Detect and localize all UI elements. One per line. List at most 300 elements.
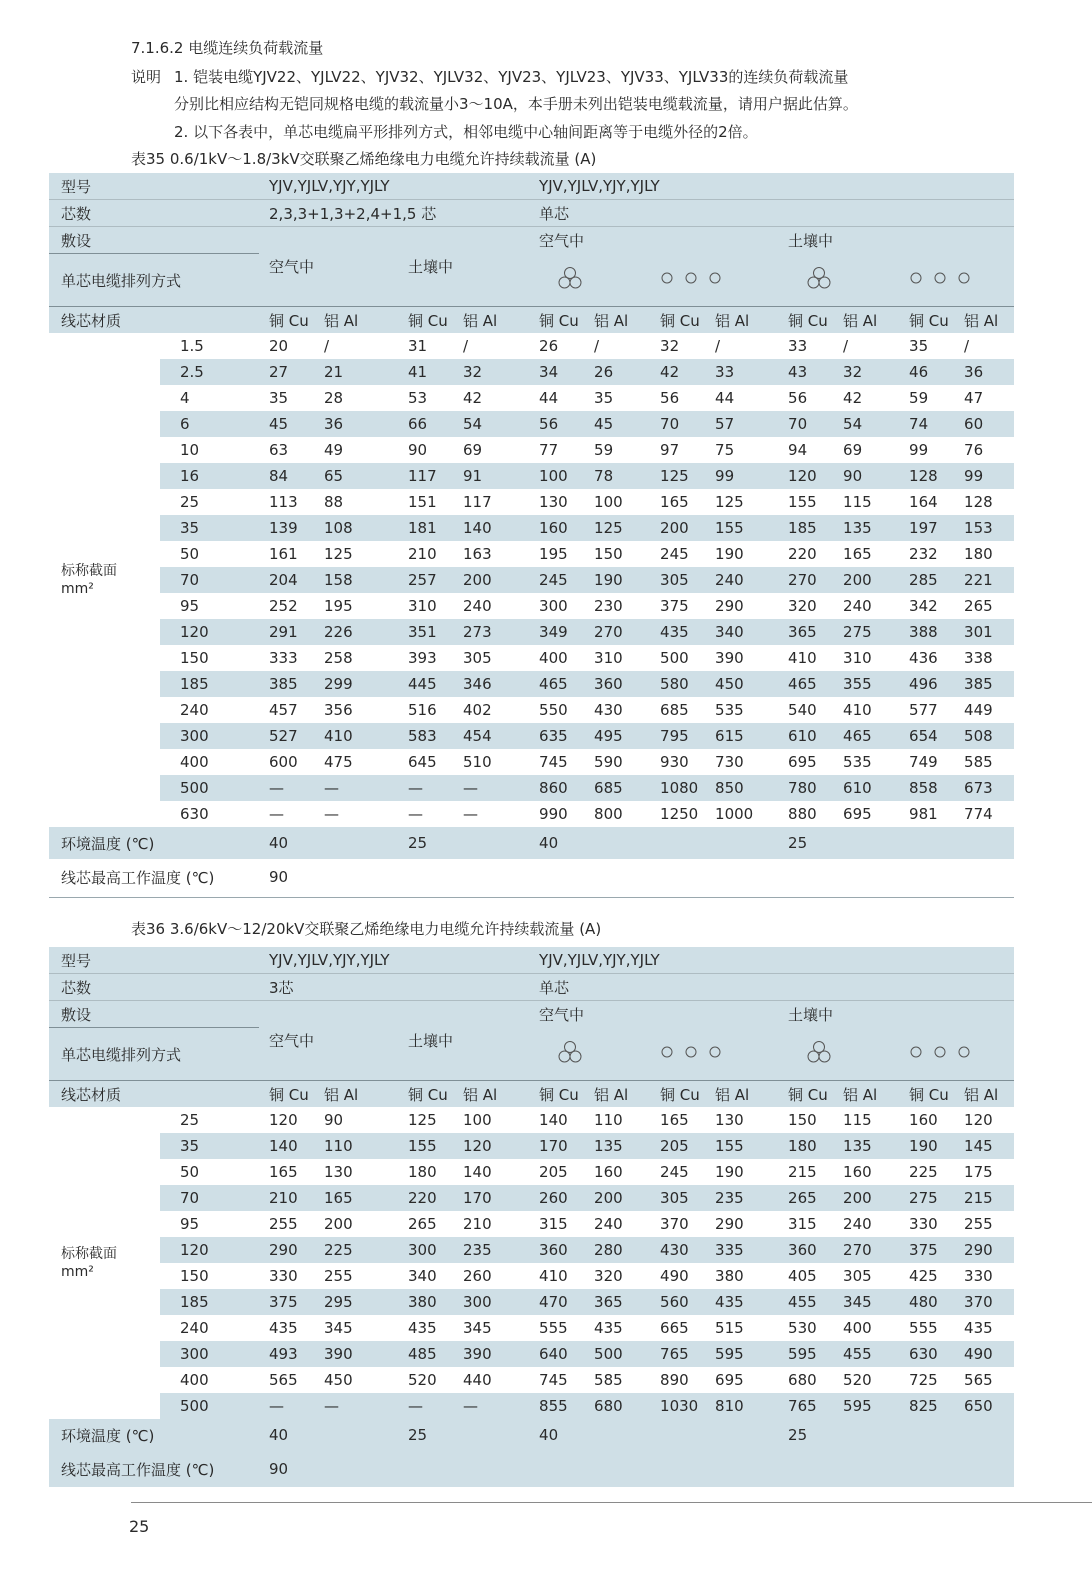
ampacity-cell: 47 [964,389,984,407]
ampacity-cell: 240 [843,597,872,615]
ampacity-cell: 100 [463,1111,492,1129]
ampacity-cell: / [324,337,330,355]
ampacity-cell: 153 [954,515,1014,541]
ampacity-cell: — [453,1393,529,1419]
ampacity-cell: 356 [324,701,353,719]
ampacity-cell: 890 [660,1371,689,1389]
ampacity-cell: 535 [843,753,872,771]
ampacity-cell: 165 [660,493,689,511]
ampacity-cell: 765 [778,1393,833,1419]
ampacity-cell: 435 [408,1319,437,1337]
table-row [49,1211,1014,1237]
material-cu: 铜 Cu [259,307,314,334]
ampacity-cell: 725 [909,1371,938,1389]
ampacity-cell: 435 [964,1319,993,1337]
material-al: 铝 Al [954,307,1014,334]
ampacity-cell: 74 [899,411,954,437]
table-row [49,1159,1014,1185]
cross-section-cell: 35 [160,1133,259,1159]
cross-section-cell: 400 [180,753,209,771]
flat-arrangement-icon [909,1045,971,1063]
ampacity-cell: 205 [539,1163,568,1181]
ampacity-cell: 120 [269,1111,298,1129]
ambient-single-air: 40 [529,1419,778,1451]
section-label-text: 标称截面 [61,563,117,579]
ampacity-cell: 185 [778,515,833,541]
ampacity-cell: 365 [778,619,833,645]
ampacity-cell: 540 [788,701,817,719]
cores-multi: 3芯 [259,974,529,1001]
ampacity-cell: 200 [453,567,529,593]
ampacity-cell: 500 [660,649,689,667]
table-row [49,1393,1014,1419]
cross-section-cell: 95 [180,597,200,615]
cross-section-cell: 300 [160,723,259,749]
table-row [49,333,1014,359]
model-multi-core: YJV,YJLV,YJY,YJLY [259,947,529,974]
ampacity-cell: 273 [453,619,529,645]
ampacity-cell: 527 [259,723,314,749]
ampacity-cell: 120 [453,1133,529,1159]
ampacity-cell: 210 [259,1185,314,1211]
ampacity-cell: 310 [408,597,437,615]
note-line-2: 分别比相应结构无铠同规格电缆的载流量小3～10A，本手册未列出铠装电缆载流量，请用户据此估算。 [174,95,858,113]
cross-section-cell: 50 [180,1163,200,1181]
material-cu: 铜 Cu [398,1081,453,1108]
cross-section-cell: 120 [160,619,259,645]
ampacity-cell: / [843,337,849,355]
single-laying-in-air: 空气中 [529,1001,778,1028]
model-multi-core: YJV,YJLV,YJY,YJLY [259,173,529,200]
ampacity-cell: 330 [909,1215,938,1233]
ampacity-cell: / [964,337,970,355]
ampacity-cell: 240 [463,597,492,615]
ampacity-cell: 90 [408,441,428,459]
ampacity-cell: 600 [269,753,298,771]
ampacity-cell: 500 [584,1341,650,1367]
ampacity-cell: 255 [269,1215,298,1233]
table-row [49,1263,1014,1289]
ampacity-cell: 290 [259,1237,314,1263]
cross-section-cell: 240 [180,701,209,719]
ampacity-cell: 449 [964,701,993,719]
ampacity-cell: 493 [259,1341,314,1367]
ampacity-cell: 42 [650,359,705,385]
ampacity-cell: 155 [398,1133,453,1159]
ampacity-cell: 360 [778,1237,833,1263]
ampacity-cell: 615 [705,723,778,749]
ampacity-cell: 565 [269,1371,298,1389]
ampacity-cell: 165 [269,1163,298,1181]
single-laying-in-soil: 土壤中 [778,1001,1014,1028]
ampacity-cell: 44 [715,389,735,407]
ampacity-cell: 550 [539,701,568,719]
ampacity-cell: 454 [453,723,529,749]
table-row [49,645,1014,671]
laying-in-soil: 土壤中 [398,227,529,307]
ampacity-cell: 200 [324,1215,353,1233]
ampacity-cell: 375 [660,597,689,615]
ampacity-cell: 235 [453,1237,529,1263]
material-al: 铝 Al [705,1081,778,1108]
ampacity-cell: 225 [314,1237,398,1263]
ampacity-cell: 75 [715,441,735,459]
ampacity-cell: 555 [909,1319,938,1337]
row-label-laying: 敷设 [49,227,259,254]
cross-section-cell: 150 [180,1267,209,1285]
material-cu: 铜 Cu [778,307,833,334]
table-row [49,463,1014,489]
ampacity-cell: 410 [843,701,872,719]
ampacity-cell: 140 [539,1111,568,1129]
ampacity-cell: 180 [408,1163,437,1181]
trefoil-arrangement-icon [557,1040,583,1068]
ampacity-cell: 205 [650,1133,705,1159]
ampacity-cell: 27 [259,359,314,385]
ampacity-cell: 450 [324,1371,353,1389]
material-cu: 铜 Cu [529,307,584,334]
ampacity-cell: 745 [539,753,568,771]
ampacity-cell: 520 [408,1371,437,1389]
ampacity-cell: 140 [259,1133,314,1159]
material-cu: 铜 Cu [899,1081,954,1108]
ampacity-cell: 435 [650,619,705,645]
ampacity-cell: 270 [778,567,833,593]
ampacity-cell: 402 [463,701,492,719]
ampacity-cell: 580 [650,671,705,697]
table-row [49,437,1014,463]
ampacity-cell: 54 [453,411,529,437]
ampacity-cell: 158 [314,567,398,593]
note-line-3: 2. 以下各表中，单芯电缆扁平形排列方式，相邻电缆中心轴间距离等于电缆外径的2倍。 [174,123,758,141]
ampacity-cell: 650 [954,1393,1014,1419]
ampacity-cell: 240 [843,1215,872,1233]
ampacity-cell: 560 [650,1289,705,1315]
table-row [49,1341,1014,1367]
cross-section-cell: 240 [180,1319,209,1337]
cross-section-cell: 500 [160,1393,259,1419]
ambient-air: 40 [259,1419,398,1451]
ampacity-cell: 455 [778,1289,833,1315]
ampacity-cell: 165 [660,1111,689,1129]
ampacity-cell: 590 [594,753,623,771]
ampacity-cell: — [453,775,529,801]
ampacity-cell: 53 [408,389,428,407]
ampacity-cell: 140 [453,515,529,541]
cross-section-cell: 70 [160,567,259,593]
ampacity-cell: 300 [539,597,568,615]
ampacity-cell: 257 [398,567,453,593]
ambient-single-soil: 25 [778,1419,1014,1451]
ampacity-cell: 110 [314,1133,398,1159]
ampacity-cell: 220 [788,545,817,563]
ampacity-cell: 635 [529,723,584,749]
ampacity-cell: 155 [788,493,817,511]
ampacity-cell: 160 [909,1111,938,1129]
ambient-soil: 25 [398,1419,529,1451]
ampacity-cell: 695 [788,753,817,771]
ampacity-cell: 28 [324,389,344,407]
ampacity-cell: 585 [964,753,993,771]
ampacity-cell: 1080 [650,775,705,801]
row-label-max-temp: 线芯最高工作温度 (℃) [49,1451,259,1487]
ampacity-cell: 120 [778,463,833,489]
ampacity-cell: 59 [594,441,614,459]
ampacity-cell: 435 [594,1319,623,1337]
ampacity-cell: 215 [788,1163,817,1181]
ampacity-cell: 305 [650,567,705,593]
ampacity-cell: 430 [594,701,623,719]
ampacity-cell: 355 [833,671,899,697]
ampacity-cell: 69 [463,441,483,459]
table-row [49,411,1014,437]
material-al: 铝 Al [584,307,650,334]
table-row [49,723,1014,749]
ampacity-cell: 315 [788,1215,817,1233]
ampacity-cell: 63 [269,441,289,459]
ampacity-cell: 390 [314,1341,398,1367]
ampacity-cell: 295 [314,1289,398,1315]
ampacity-cell: 255 [324,1267,353,1285]
single-laying-in-air: 空气中 [529,227,778,254]
ampacity-cell: 1000 [715,805,754,823]
ampacity-cell: 351 [398,619,453,645]
ampacity-cell: 145 [954,1133,1014,1159]
section-label-unit: mm² [61,581,94,597]
ampacity-cell: 645 [408,753,437,771]
ampacity-cell: 190 [715,545,744,563]
ampacity-cell: 108 [314,515,398,541]
table-row [49,515,1014,541]
ampacity-cell: 54 [833,411,899,437]
row-label-material: 线芯材质 [49,307,259,334]
ampacity-cell: 88 [324,493,344,511]
ampacity-cell: 260 [463,1267,492,1285]
table-row [49,359,1014,385]
ampacity-cell: 577 [909,701,938,719]
ampacity-cell: 315 [539,1215,568,1233]
ampacity-cell: 90 [833,463,899,489]
ampacity-cell: 115 [843,493,872,511]
ampacity-cell: 139 [259,515,314,541]
ampacity-cell: 151 [408,493,437,511]
ampacity-cell: 342 [909,597,938,615]
ampacity-cell: 565 [964,1371,993,1389]
ampacity-cell: 380 [715,1267,744,1285]
flat-arrangement-icon [660,1045,722,1063]
ampacity-cell: 465 [778,671,833,697]
ampacity-cell: 810 [705,1393,778,1419]
ampacity-cell: 340 [705,619,778,645]
ampacity-cell: 465 [833,723,899,749]
ampacity-cell: 508 [954,723,1014,749]
ampacity-cell: 654 [899,723,954,749]
ampacity-cell: 66 [398,411,453,437]
ampacity-cell: 150 [594,545,623,563]
ampacity-cell: 200 [650,515,705,541]
ampacity-cell: 190 [584,567,650,593]
ampacity-cell: 365 [584,1289,650,1315]
ampacity-cell: 117 [463,493,492,511]
ampacity-cell: 113 [269,493,298,511]
ampacity-cell: 130 [539,493,568,511]
ampacity-cell: 94 [788,441,808,459]
cross-section-cell: 16 [160,463,259,489]
table-row [49,385,1014,411]
cross-section-cell: 400 [180,1371,209,1389]
ampacity-cell: 330 [269,1267,298,1285]
cross-section-cell: 1.5 [180,337,204,355]
ampacity-cell: 45 [259,411,314,437]
ampacity-cell: 34 [529,359,584,385]
material-cu: 铜 Cu [650,307,705,334]
ampacity-cell: 305 [843,1267,872,1285]
table-row [49,1185,1014,1211]
ampacity-cell: 160 [529,515,584,541]
material-al: 铝 Al [705,307,778,334]
cross-section-cell: 630 [180,805,209,823]
ampacity-cell: 170 [453,1185,529,1211]
ampacity-cell: 800 [594,805,623,823]
ampacity-cell: / [594,337,600,355]
table-row [49,1367,1014,1393]
ampacity-cell: 535 [715,701,744,719]
ampacity-cell: 475 [324,753,353,771]
material-al: 铝 Al [453,1081,529,1108]
ampacity-cell: 455 [833,1341,899,1367]
ampacity-cell: 410 [788,649,817,667]
ampacity-cell: 445 [398,671,453,697]
max-temp-value: 90 [269,868,289,886]
ampacity-cell: 610 [778,723,833,749]
ampacity-cell: 495 [584,723,650,749]
cross-section-cell: 35 [160,515,259,541]
ampacity-cell: 56 [660,389,680,407]
ampacity-cell: 97 [660,441,680,459]
ampacity-cell: 210 [463,1215,492,1233]
ampacity-cell: 595 [778,1341,833,1367]
flat-arrangement-icon [660,271,722,289]
ampacity-cell: 125 [650,463,705,489]
ampacity-cell: 516 [408,701,437,719]
ampacity-cell: 310 [843,649,872,667]
ampacity-cell: 425 [909,1267,938,1285]
ampacity-cell: 595 [833,1393,899,1419]
material-cu: 铜 Cu [398,307,453,334]
ampacity-cell: 780 [778,775,833,801]
ampacity-cell: 450 [705,671,778,697]
ampacity-cell: 220 [398,1185,453,1211]
ampacity-cell: 195 [324,597,353,615]
ampacity-cell: 225 [909,1163,938,1181]
ampacity-cell: 160 [594,1163,623,1181]
ampacity-cell: 240 [705,567,778,593]
row-label-cores: 芯数 [49,200,259,227]
material-al: 铝 Al [584,1081,650,1108]
ampacity-cell: 35 [269,389,289,407]
ampacity-cell: 470 [529,1289,584,1315]
ampacity-cell: 155 [705,515,778,541]
model-single-core: YJV,YJLV,YJY,YJLY [529,947,1014,974]
ampacity-cell: 33 [705,359,778,385]
cross-section-cell: 10 [180,441,200,459]
ampacity-cell: 163 [463,545,492,563]
ampacity-cell: 530 [788,1319,817,1337]
ampacity-cell: 265 [778,1185,833,1211]
ampacity-cell: 160 [843,1163,872,1181]
ampacity-cell: 60 [954,411,1014,437]
ampacity-cell: 69 [843,441,863,459]
ampacity-cell: 90 [324,1111,344,1129]
ampacity-cell: 345 [463,1319,492,1337]
ampacity-cell: 32 [833,359,899,385]
ampacity-cell: 410 [314,723,398,749]
ampacity-cell: 252 [269,597,298,615]
ampacity-cell: 440 [463,1371,492,1389]
table35-bottom-rule [49,897,1014,898]
section-heading: 7.1.6.2 电缆连续负荷载流量 [131,39,324,57]
ampacity-cell: 41 [398,359,453,385]
ampacity-cell: 165 [843,545,872,563]
ampacity-cell: 35 [594,389,614,407]
ampacity-cell: 673 [954,775,1014,801]
material-cu: 铜 Cu [650,1081,705,1108]
ampacity-cell: 290 [954,1237,1014,1263]
section-label [49,333,160,827]
ampacity-cell: 26 [584,359,650,385]
row-label-max-temp: 线芯最高工作温度 (℃) [61,868,215,887]
material-al: 铝 Al [453,307,529,334]
ampacity-cell: 630 [899,1341,954,1367]
cross-section-cell: 50 [180,545,200,563]
ampacity-cell: 200 [584,1185,650,1211]
ampacity-cell: 91 [453,463,529,489]
ampacity-cell: 299 [314,671,398,697]
ampacity-cell: 70 [778,411,833,437]
ampacity-cell: 232 [909,545,938,563]
ampacity-cell: 42 [843,389,863,407]
ampacity-cell: 265 [408,1215,437,1233]
ampacity-cell: — [398,775,453,801]
ampacity-cell: 100 [594,493,623,511]
flat-arrangement-icon [909,271,971,289]
ampacity-cell: 35 [909,337,929,355]
ampacity-cell: 135 [833,515,899,541]
ampacity-cell: 125 [408,1111,437,1129]
ampacity-cell: 825 [899,1393,954,1419]
ampacity-cell: 77 [539,441,559,459]
note-line-1: 1. 铠装电缆YJV22、YJLV22、YJV32、YJLV32、YJV23、YJLV23、YJV33、YJLV33的连续负荷载流量 [174,68,849,86]
ampacity-cell: — [314,775,398,801]
cores-multi: 2,3,3+1,3+2,4+1,5 芯 [259,200,529,227]
ampacity-cell: 99 [705,463,778,489]
ampacity-cell: 275 [833,619,899,645]
section-label-text: 标称截面 [61,1246,117,1262]
ampacity-cell: 610 [833,775,899,801]
row-label-arrangement: 单芯电缆排列方式 [49,1028,259,1081]
material-al: 铝 Al [833,1081,899,1108]
ampacity-cell: 388 [899,619,954,645]
ampacity-cell: 320 [594,1267,623,1285]
cross-section-cell: 150 [180,649,209,667]
ampacity-cell: 135 [584,1133,650,1159]
single-laying-in-soil: 土壤中 [778,227,1014,254]
ampacity-cell: 280 [584,1237,650,1263]
ampacity-cell: 555 [539,1319,568,1337]
ampacity-cell: 320 [788,597,817,615]
ampacity-cell: 510 [463,753,492,771]
cross-section-cell: 25 [180,493,200,511]
